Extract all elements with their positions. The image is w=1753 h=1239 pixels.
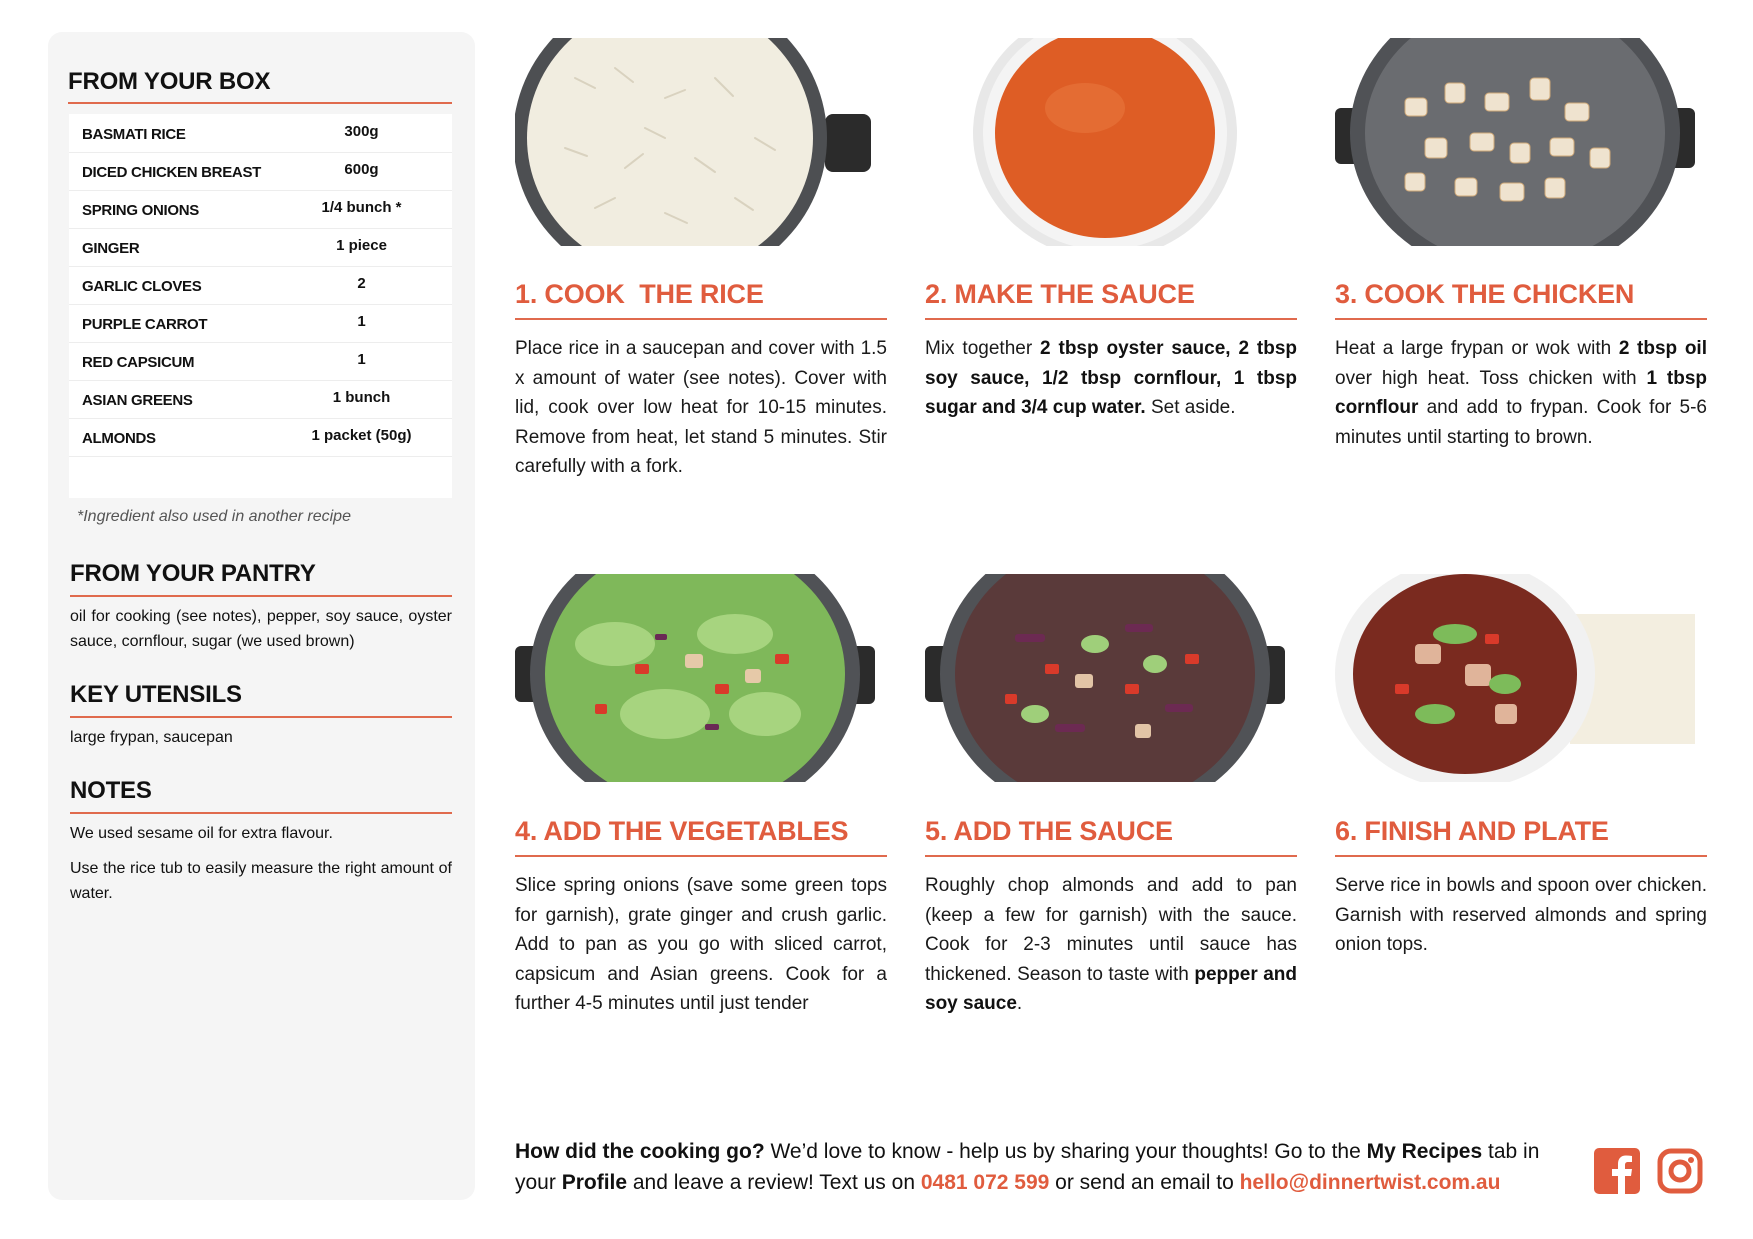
step-3-title: 3. COOK THE CHICKEN [1335, 279, 1635, 309]
ingredients-sidebar [48, 32, 475, 1200]
step-6-body [1335, 871, 1707, 960]
ingredient-row [69, 418, 452, 457]
body-text: Serve rice in bowls and spoon over chicken. Garnish with reserved almonds and spring onion tops. [1335, 875, 1707, 955]
divider [515, 318, 887, 320]
facebook-icon[interactable] [1594, 1148, 1640, 1194]
phone-link[interactable]: 0481 072 599 [920, 1171, 1050, 1194]
ingredient-qty: 1/4 bunch * [321, 199, 402, 216]
body-text: Mix together [925, 338, 1041, 359]
ingredient-name: RED CAPSICUM [82, 354, 195, 371]
feedback-message [515, 1136, 1565, 1198]
feedback-text: and leave a review! Text us on [627, 1171, 921, 1194]
step-5-body [925, 871, 1297, 1019]
divider [515, 855, 887, 857]
ingredient-qty: 600g [344, 161, 379, 178]
ingredient-row [69, 266, 452, 305]
divider [925, 318, 1297, 320]
divider [1335, 318, 1707, 320]
step-3-photo [1335, 38, 1695, 246]
ingredient-row [69, 190, 452, 229]
instagram-icon[interactable] [1657, 1148, 1703, 1194]
body-text: . [1016, 993, 1023, 1014]
ingredient-qty: 1 [357, 351, 366, 368]
ingredient-table [69, 114, 452, 498]
ingredient-qty: 300g [344, 123, 379, 140]
divider [925, 855, 1297, 857]
body-text: Set aside. [1145, 397, 1236, 418]
ingredient-qty: 1 bunch [332, 389, 391, 406]
ingredient-name: DICED CHICKEN BREAST [82, 164, 262, 181]
step-1-title: 1. COOK THE RICE [515, 279, 764, 309]
body-text: and add to frypan. Cook for 5-6 minutes until starting to brown. [1335, 397, 1707, 448]
ingredient-row [69, 380, 452, 419]
note-item: We used sesame oil for extra flavour. [70, 825, 333, 842]
profile-link[interactable]: Profile [561, 1171, 628, 1194]
utensils-text: large frypan, saucepan [70, 729, 233, 746]
ingredient-name: ALMONDS [82, 430, 156, 447]
divider [1335, 855, 1707, 857]
step-1-body [515, 334, 887, 482]
pantry-text: oil for cooking (see notes), pepper, soy sauce, oyster sauce, cornflour, sugar (we used brown) [70, 608, 452, 650]
divider [70, 716, 452, 718]
ingredient-qty: 1 packet (50g) [311, 427, 412, 444]
bold-text: 2 tbsp oyster sauce, 2 tbsp soy sauce, 1/2 tbsp cornflour, 1 tbsp sugar and 3/4 cup water. [925, 338, 1298, 418]
step-2-body [925, 334, 1297, 423]
step-5-photo [925, 574, 1285, 782]
ingredient-row [69, 152, 452, 191]
ingredient-row [69, 114, 452, 153]
step-2-photo [925, 38, 1285, 246]
body-text: Slice spring onions (save some green tops for garnish), grate ginger and crush garlic. Add to pan as you go with sliced carrot, capsicum and Asian greens. Cook for a further 4-5 minutes until just tender [515, 875, 887, 1014]
body-text: Heat a large frypan or wok with [1335, 338, 1619, 359]
step-2-title: 2. MAKE THE SAUCE [925, 279, 1195, 309]
step-5-title: 5. ADD THE SAUCE [925, 816, 1173, 846]
note-item: Use the rice tub to easily measure the right amount of water. [70, 860, 452, 902]
body-text: over high heat. Toss chicken with [1335, 367, 1647, 389]
ingredient-name: ASIAN GREENS [82, 392, 193, 409]
ingredient-name: BASMATI RICE [82, 126, 186, 143]
feedback-text: tab in your [515, 1140, 1540, 1194]
my-recipes-link[interactable]: My Recipes [1366, 1140, 1483, 1163]
bold-text: 1 tbsp cornflour [1335, 367, 1708, 418]
from-your-pantry-heading: FROM YOUR PANTRY [70, 560, 316, 587]
feedback-text: or send an email to [1049, 1171, 1240, 1194]
key-utensils-heading: KEY UTENSILS [70, 681, 242, 708]
bold-text: 2 tbsp oil [1618, 338, 1707, 359]
ingredient-footnote: *Ingredient also used in another recipe [77, 508, 351, 525]
from-your-box-heading: FROM YOUR BOX [68, 68, 271, 95]
divider [70, 595, 452, 597]
ingredient-qty: 1 [357, 313, 366, 330]
ingredient-name: PURPLE CARROT [82, 316, 208, 333]
body-text: Roughly chop almonds and add to pan (keep a few for garnish) with the sauce. Cook for 2-3 minutes until sauce has thickened. Season to taste with [925, 875, 1297, 985]
feedback-question: How did the cooking go? [515, 1140, 765, 1163]
step-4-title: 4. ADD THE VEGETABLES [515, 816, 849, 846]
step-6-photo [1335, 574, 1695, 782]
bold-text: pepper and soy sauce [925, 963, 1297, 1014]
step-6-title: 6. FINISH AND PLATE [1335, 816, 1609, 846]
ingredient-row [69, 228, 452, 267]
divider [68, 102, 452, 104]
step-4-photo [515, 574, 875, 782]
step-1-photo [515, 38, 875, 246]
notes-heading: NOTES [70, 777, 152, 804]
step-4-body [515, 871, 887, 1019]
feedback-text: We’d love to know - help us by sharing your thoughts! Go to the [764, 1140, 1367, 1163]
ingredient-qty: 2 [357, 275, 366, 292]
ingredient-name: GINGER [82, 240, 140, 257]
divider [70, 812, 452, 814]
step-3-body [1335, 334, 1707, 452]
ingredient-name: GARLIC CLOVES [82, 278, 202, 295]
ingredient-name: SPRING ONIONS [82, 202, 199, 219]
ingredient-qty: 1 piece [336, 237, 387, 254]
ingredient-row [69, 304, 452, 343]
body-text: Place rice in a saucepan and cover with 1.5 x amount of water (see notes). Cover with lid, cook over low heat for 10-15 minutes. Remove from heat, let stand 5 minutes. Stir carefully with a fork. [515, 338, 887, 477]
ingredient-row [69, 342, 452, 381]
email-link[interactable]: hello@dinnertwist.com.au [1239, 1171, 1501, 1194]
